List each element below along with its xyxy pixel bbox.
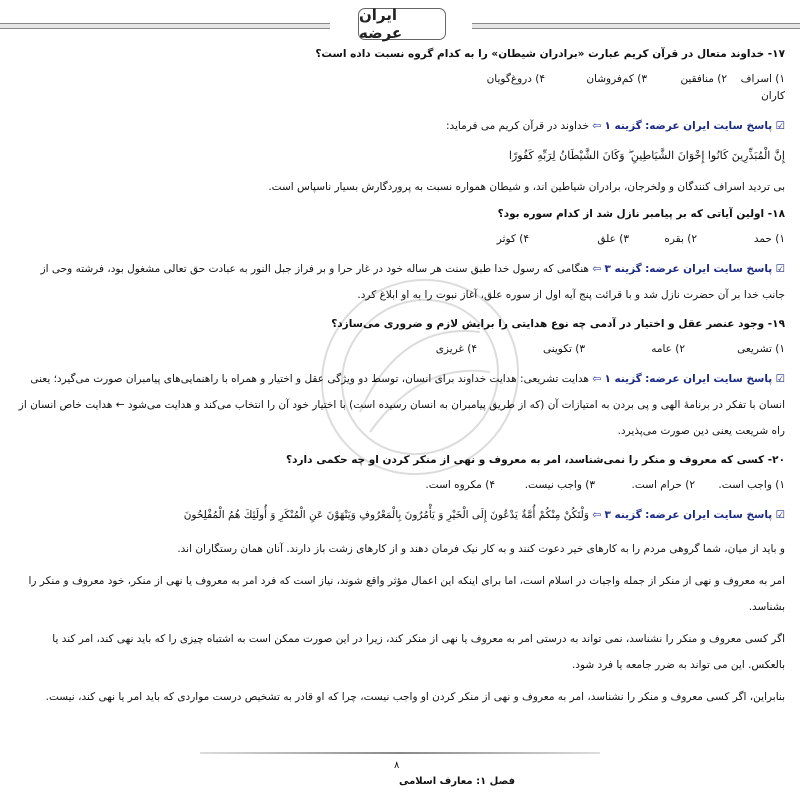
option-2: ۲) بقره	[664, 233, 697, 245]
option-2: ۲) منافقین	[680, 73, 727, 85]
options-row	[15, 71, 785, 105]
option-3: ۳) واجب نیست.	[524, 479, 595, 491]
option-2: ۲) عامه	[651, 343, 685, 355]
answer-label: پاسخ سایت ایران عرضه:	[645, 120, 773, 132]
option-3: ۳) تکوینی	[542, 343, 585, 355]
question-20	[15, 452, 785, 710]
option-3: ۳) علق	[597, 233, 629, 245]
options-row	[15, 341, 785, 358]
document-body	[15, 46, 785, 716]
answer-text: هنگامی که رسول خدا طبق سنت هر ساله خود در غار حرا و بر فراز جبل النور به عبادت حق تعالی مشغول بود، فرشته وحی از جانب خدا بر آن حضرت نازل شد و با قرائت پنج آیه اول از سوره علق، آغاز نبوت را به او ابلاغ کرد.	[40, 263, 785, 301]
options-row	[15, 231, 785, 248]
option-1: ۱) واجب است.	[718, 479, 785, 491]
answer-choice: گزینه ۳	[604, 263, 642, 275]
option-4: ۴) کوثر	[496, 233, 529, 245]
question-19	[15, 316, 785, 444]
answer-choice: گزینه ۱	[604, 373, 642, 385]
answer-block	[15, 366, 785, 444]
checkbox-icon: ☑	[775, 509, 785, 521]
question-text: ۲۰- کسی که معروف و منکر را نمی‌شناسد، امر به معروف و نهی از منکر کردن او چه حکمی دارد؟	[286, 454, 785, 466]
checkbox-icon: ☑	[775, 263, 785, 275]
option-3: ۳) کم‌فروشان	[586, 73, 647, 85]
answer-label: پاسخ سایت ایران عرضه:	[645, 263, 773, 275]
header-rule-right	[472, 23, 800, 29]
explanation-paragraph: بنابراین، اگر کسی معروف و منکر را نشناسد، امر به معروف و نهی از منکر کردن او واجب نیست، چرا که او قادر به تشخیص درست مواردی که باید امر یا نهی کند، نیست.	[45, 691, 785, 703]
answer-text: هدایت تشریعی: هدایت خداوند برای انسان، توسط دو ویژگی عقل و اختیار و همراه با راهنمایی‌های پیامبران صورت می‌گیرد؛ یعنی انسان با تفکر در برنامهٔ الهی و پی بردن به امتیازات آن (که از طریق پیامبران به انسان رسیده است) با اختیار خود آن را انتخاب می‌کند و هدایت می‌شود ← هدایت خاص انسان از راه شریعت یعنی دین صورت می‌پذیرد.	[18, 373, 785, 437]
logo-text: ایران عرضه	[359, 6, 403, 42]
question-text: ۱۹- وجود عنصر عقل و اختیار در آدمی چه نوع هدایتی را برایش لازم و ضروری می‌سازد؟	[331, 318, 785, 330]
answer-block	[15, 113, 785, 139]
page-header	[0, 8, 800, 42]
option-1: ۱) حمد	[753, 233, 785, 245]
question-text: ۱۸- اولین آیاتی که بر پیامبر نازل شد از کدام سوره بود؟	[497, 208, 785, 220]
question-text: ۱۷- خداوند متعال در قرآن کریم عبارت «برادران شیطان» را به کدام گروه نسبت داده است؟	[315, 48, 785, 60]
checkbox-icon: ☑	[775, 120, 785, 132]
answer-choice: گزینه ۳	[604, 509, 642, 521]
options-row	[15, 477, 785, 494]
chapter-title: فصل ۱: معارف اسلامی	[398, 776, 515, 787]
arrow-icon: ⇦	[592, 120, 602, 132]
option-1: ۱) تشریعی	[737, 343, 785, 355]
question-17	[15, 46, 785, 200]
arrow-icon: ⇦	[592, 509, 602, 521]
explanation-paragraph: اگر کسی معروف و منکر را نشناسد، نمی تواند به درستی امر به معروف یا نهی از منکر کند، زیرا در این صورت ممکن است به اشتباه چیزی را که باید نهی کند، امر کند یا بالعکس. این می تواند به ضرر جامعه یا فرد شود.	[52, 633, 785, 671]
answer-choice: گزینه ۱	[604, 120, 642, 132]
answer-label: پاسخ سایت ایران عرضه:	[645, 373, 773, 385]
site-logo	[358, 8, 446, 40]
answer-block	[15, 256, 785, 308]
arrow-icon: ⇦	[592, 373, 602, 385]
arrow-icon: ⇦	[592, 263, 602, 275]
page-number: ۸	[394, 760, 400, 771]
explanation-paragraph: و باید از میان، شما گروهی مردم را به کارهای خیر دعوت کنند و به کار نیک فرمان دهند و از کارهای زشت باز دارند. آنان همان رستگاران اند.	[177, 543, 785, 555]
option-1: ۱) اسراف کاران	[740, 73, 785, 102]
option-4: ۴) مکروه است.	[425, 479, 495, 491]
checkbox-icon: ☑	[775, 373, 785, 385]
option-4: ۴) دروغ‌گویان	[486, 73, 545, 85]
quran-verse: وَلْتَكُنْ مِنْكُمْ أُمَّةٌ يَدْعُونَ إِلَى الْخَيْرِ وَ يَأْمُرُونَ بِالْمَعْرُوفِ وَيَنْهَوْنَ عَنِ الْمُنْكَرِ وَ أُولَئِكَ هُمُ الْمُفْلِحُونَ	[183, 509, 589, 521]
footer-rule	[200, 752, 600, 754]
answer-text: خداوند در قرآن کریم می فرماید:	[445, 120, 589, 132]
explanation-paragraph: بی تردید اسراف کنندگان و ولخرجان، برادران شیاطین اند، و شیطان همواره نسبت به پروردگارش بسیار ناسپاس است.	[268, 181, 785, 193]
explanation-paragraph: امر به معروف و نهی از منکر از جمله واجبات در اسلام است، اما برای اینکه این اعمال مؤثر واقع شوند، نیاز است که فرد امر به معروف یا نهی از منکر، خود معروف و منکر را بشناسد.	[28, 575, 785, 613]
option-4: ۴) غریزی	[435, 343, 477, 355]
quran-verse: إِنَّ الْمُبَذِّرِينَ كَانُوا إِخْوَانَ الشَّيَاطِينِ ۖ وَكَانَ الشَّيْطَانُ لِرَبِّهِ كَفُورًا	[508, 149, 785, 162]
question-18	[15, 206, 785, 308]
answer-label: پاسخ سایت ایران عرضه:	[645, 509, 773, 521]
option-2: ۲) حرام است.	[631, 479, 695, 491]
header-rule-left	[0, 23, 330, 29]
answer-block	[15, 502, 785, 528]
